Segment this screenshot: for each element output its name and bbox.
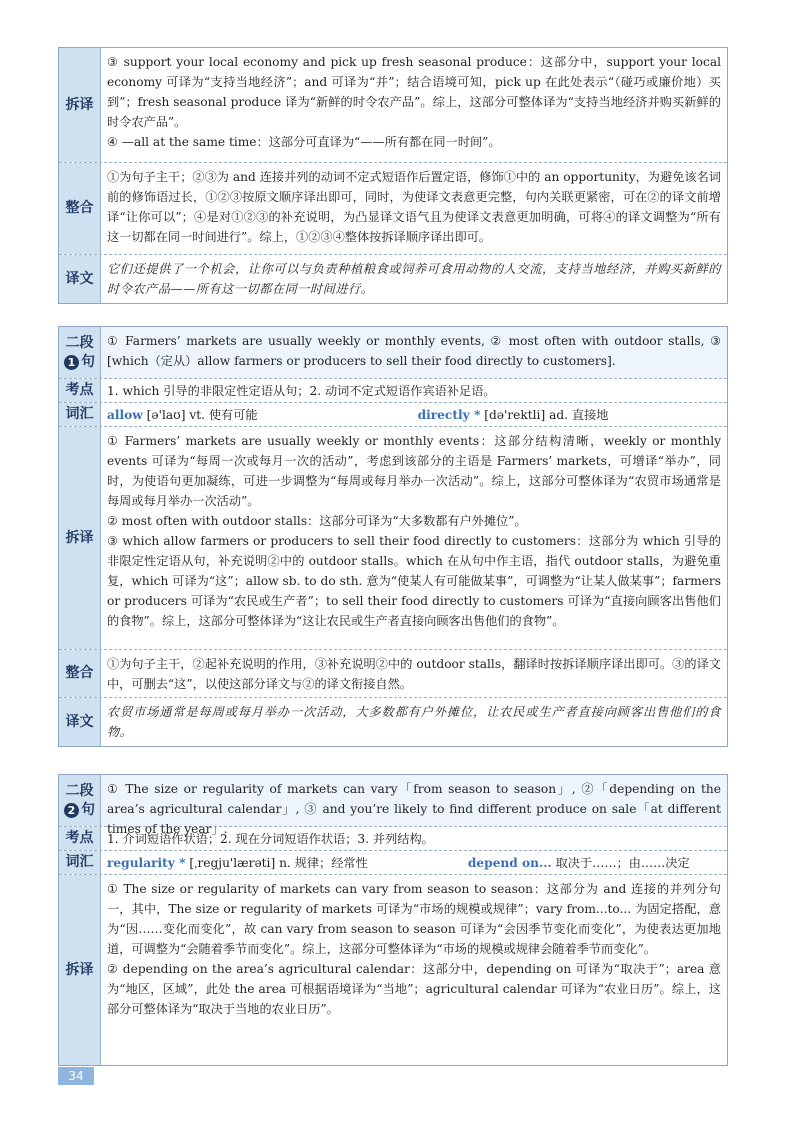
chaiyi-row <box>59 875 727 1065</box>
chaiyi-paragraph: ③ which allow farmers or producers to sell their food directly to customers：这部分为 which 引导的非限定性定语从句，补充说明②中的 outdoor stalls。which 在从句中作主语，指代 outdoor stalls，为避免重复，which 可译为“这”；allow sb. to do sth. 意为“使某人有可能做某事”，可调整为“让某人做某事”；farmers or producers 可译为“农民或生产者”；to sell their food directly to customers 可译为“直接向顾客出售他们的食物”。综上，这部分可整体译为“这让农民或生产者直接向顾客出售他们的食物”。 <box>107 534 721 628</box>
chaiyi-paragraph: ① Farmers’ markets are usually weekly or monthly events：这部分结构清晰，weekly or monthly events 可译为“每周一次或每月一次的活动”，考虑到该部分的主语是 Farmers’ markets，可增译“举办”，同时，为使语句更加凝练，可进一步调整为“每周或每月举办一次活动”。综上，这部分可整体译为“农贸市场通常是每周或每月举办一次活动”。 <box>107 434 721 508</box>
vocab-word: allow <box>107 408 143 422</box>
cihui-row <box>59 403 727 427</box>
chaiyi-label: 拆译 <box>59 427 101 649</box>
duan-label: 二段 <box>65 782 94 799</box>
chaiyi-paragraph: ③ support your local economy and pick up fresh seasonal produce：这部分中，support your local economy 可译为“支持当地经济”；and 可译为“并”；结合语境可知，pick up 在此处表示“（碰巧或廉价地）买到”；fresh seasonal produce 译为“新鲜的时令农产品”。综上，这部分可整体译为“支持当地经济并购买新鲜的时令农产品”。 <box>107 55 721 129</box>
chaiyi-row <box>59 427 727 650</box>
cihui-row <box>59 851 727 875</box>
kaodian-label: 考点 <box>59 827 101 850</box>
kaodian-label: 考点 <box>59 379 101 402</box>
cihui-label: 词汇 <box>59 851 101 874</box>
chaiyi-paragraph: ② most often with outdoor stalls：这部分可译为“大多数都有户外摊位”。 <box>107 514 527 528</box>
vocab-word: directly * <box>417 408 481 422</box>
sentence-row <box>59 327 727 379</box>
sentence-row <box>59 775 727 836</box>
vocab-definition: 取决于……；由……决定 <box>555 856 690 870</box>
yiwen-row <box>59 255 727 303</box>
zhenghe-label: 整合 <box>59 163 101 254</box>
zhenghe-text: ①为句子主干；②③为 and 连接并列的动词不定式短语作后置定语，修饰①中的 an opportunity，为避免该名词前的修饰语过长，①②③按原文顺序译出即可，同时，为使译文表意更完整，句内关联更紧密，可在②的译文前增译“让你可以”；④是对①②③的补充说明，为凸显译文语气且为使译文表意更加明确，可将④的译文调整为“所有这一切都在同一时间进行”。综上，①②③④整体按拆译顺序译出即可。 <box>107 170 721 244</box>
vocab-definition: [ˌregju'lærəti] n. 规律；经常性 <box>189 856 368 870</box>
section-block-3 <box>58 774 728 1066</box>
chaiyi-paragraph: ② depending on the area’s agricultural calendar：这部分中，depending on 可译为“取决于”；area 意为“地区，区域”，此处 the area 可根据语境译为“当地”；agricultural calendar 可译为“农业日历”。综上，这部分可整体译为“取决于当地的农业日历”。 <box>107 962 721 1016</box>
chaiyi-paragraph: ④ —all at the same time：这部分可直译为“——所有都在同一时间”。 <box>107 135 501 149</box>
source-sentence: ① Farmers’ markets are usually weekly or monthly events, ② most often with outdoor stalls, ③ [which（定从）allow farmers or producers to sell their food directly to customers]. <box>101 327 727 378</box>
ju-label: 句 <box>81 353 95 370</box>
yiwen-text: 它们还提供了一个机会，让你可以与负责种植粮食或饲养可食用动物的人交流，支持当地经济，并购买新鲜的时令农产品——所有这一切都在同一时间进行。 <box>107 262 721 296</box>
vocab-entry <box>468 853 690 870</box>
chaiyi-label: 拆译 <box>59 875 101 1065</box>
vocab-entry <box>107 853 368 870</box>
cihui-label: 词汇 <box>59 403 101 426</box>
chaiyi-paragraph: ① The size or regularity of markets can vary from season to season：这部分为 and 连接的并列分句一，其中，The size or regularity of markets 可译为“市场的规模或规律”；vary from...to... 为固定搭配，意为“因……变化而变化”，故 can vary from season to season 可译为“会因季节变化而变化”，为使表达更加地道，可调整为“会随着季节而变化”。综上，这部分可整体译为“市场的规模或规律会随着季节而变化”。 <box>107 882 721 956</box>
duan-label: 二段 <box>65 334 94 351</box>
chaiyi-label: 拆译 <box>59 48 101 162</box>
zhenghe-text: ①为句子主干，②起补充说明的作用，③补充说明②中的 outdoor stalls，翻译时按拆译顺序译出即可。③的译文中，可删去“这”，以使这部分译文与②的译文衔接自然。 <box>107 657 721 691</box>
vocab-entry <box>107 405 258 422</box>
yiwen-row <box>59 698 727 746</box>
source-sentence: ① The size or regularity of markets can vary「from season to season」, ②「depending on the area’s agricultural calendar」, ③ and you’re likely to find different produce on sale「at different times of the year」. <box>101 775 727 826</box>
zhenghe-row <box>59 650 727 698</box>
ju-label: 句 <box>81 801 95 818</box>
chaiyi-row <box>59 48 727 163</box>
kaodian-row <box>59 827 727 851</box>
kaodian-text: 1. which 引导的非限定性定语从句；2. 动词不定式短语作宾语补足语。 <box>107 384 496 398</box>
vocab-word: regularity * <box>107 856 186 870</box>
kaodian-row <box>59 379 727 403</box>
vocab-definition: [ə'laʊ] vt. 使有可能 <box>146 408 258 422</box>
vocab-word: depend on... <box>467 856 552 870</box>
section-block-2 <box>58 326 728 747</box>
kaodian-text: 1. 介词短语作状语；2. 现在分词短语作状语；3. 并列结构。 <box>107 832 434 846</box>
zhenghe-row <box>59 163 727 255</box>
zhenghe-label: 整合 <box>59 650 101 697</box>
section-block-1 <box>58 47 728 304</box>
page-number: 34 <box>58 1067 94 1085</box>
yiwen-label: 译文 <box>59 698 101 746</box>
yiwen-text: 农贸市场通常是每周或每月举办一次活动，大多数都有户外摊位，让农民或生产者直接向顾客出售他们的食物。 <box>107 705 721 739</box>
sentence-number-badge: 1 <box>64 355 79 370</box>
vocab-definition: [də'rektli] ad. 直接地 <box>484 408 609 422</box>
yiwen-label: 译文 <box>59 255 101 303</box>
vocab-entry <box>418 405 609 422</box>
sentence-number-badge: 2 <box>64 803 79 818</box>
